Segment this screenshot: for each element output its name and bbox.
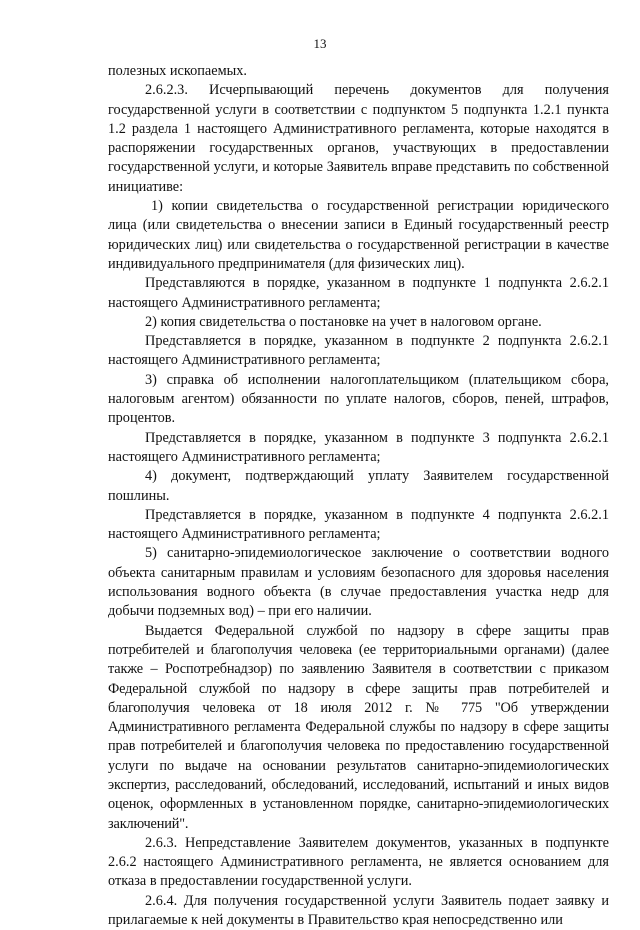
paragraph-item-3: 3) справка об исполнении налогоплательщиком (плательщиком сбора, налоговым агентом) обязанности по уплате налогов, сборов, пеней, штрафов, процентов. [108, 371, 609, 427]
paragraph-item-4-note: Представляется в порядке, указанном в подпункте 4 подпункта 2.6.2.1 настоящего Административного регламента; [108, 506, 609, 543]
paragraph-item-1-note: Представляются в порядке, указанном в подпункте 1 подпункта 2.6.2.1 настоящего Административного регламента; [108, 275, 609, 311]
paragraph-item-1: 1) копии свидетельства о государственной регистрации юридического лица (или свидетельства о внесении записи в Единый государственный реестр юридических лиц) или свидетельства о государственной регистрации в качестве индивидуального предпринимателя (для физических лиц). [108, 198, 609, 272]
paragraph-item-4: 4) документ, подтверждающий уплату Заявителем государственной пошлины. [108, 468, 609, 504]
paragraph-continuation: полезных ископаемых. [108, 63, 247, 79]
paragraph-item-5-note: Выдается Федеральной службой по надзору в сфере защиты прав потребителей и благополучия человека (ее территориальными органами) (далее также – Роспотребнадзор) по заявлению Заявителя в соответствии с приказом Федеральной службой по надзору в сфере защиты прав потребителей и благополучия человека от 18 июля 2012 г. № 775 "Об утверждении Административного регламента Федеральной службы по надзору в сфере защиты прав потребителей и благополучия человека по предоставлению государственной услуги по выдаче на основании результатов санитарно-эпидемиологических экспертиз, расследований, обследований, исследований, испытаний и иных видов оценок, оформленных в установленном порядке, санитарно-эпидемиологических заключений". [108, 622, 609, 832]
paragraph-2-6-3: 2.6.3. Непредставление Заявителем документов, указанных в подпункте 2.6.2 настоящего Административного регламента, не является основанием для отказа в предоставлении государственной услуги. [108, 834, 609, 890]
paragraph-item-5: 5) санитарно-эпидемиологическое заключение о соответствии водного объекта санитарным правилам и условиям безопасного для здоровья населения использования водного объекта (в случае предоставления участка недр для добычи подземных вод) – при его наличии. [108, 545, 609, 620]
document-body [108, 62, 609, 930]
paragraph-item-2: 2) копия свидетельства о постановке на учет в налоговом органе. [145, 313, 542, 330]
paragraph-item-3-note: Представляется в порядке, указанном в подпункте 3 подпункта 2.6.2.1 настоящего Административного регламента; [108, 429, 609, 465]
paragraph-item-2-note: Представляется в порядке, указанном в подпункте 2 подпункта 2.6.2.1 настоящего Административного регламента; [108, 333, 609, 369]
paragraph-2-6-4: 2.6.4. Для получения государственной услуги Заявитель подает заявку и прилагаемые к ней документы в Правительство края непосредственно или [108, 892, 609, 929]
paragraph-2-6-2-3: 2.6.2.3. Исчерпывающий перечень документов для получения государственной услуги в соответствии с подпунктом 5 подпункта 1.2.1 пункта 1.2 раздела 1 настоящего Административного регламента, которые находятся в распоряжении государственных органов, участвующих в предоставлении государственной услуги, и которые Заявитель вправе представить по собственной инициативе: [108, 82, 609, 195]
page-number: 13 [313, 36, 327, 51]
